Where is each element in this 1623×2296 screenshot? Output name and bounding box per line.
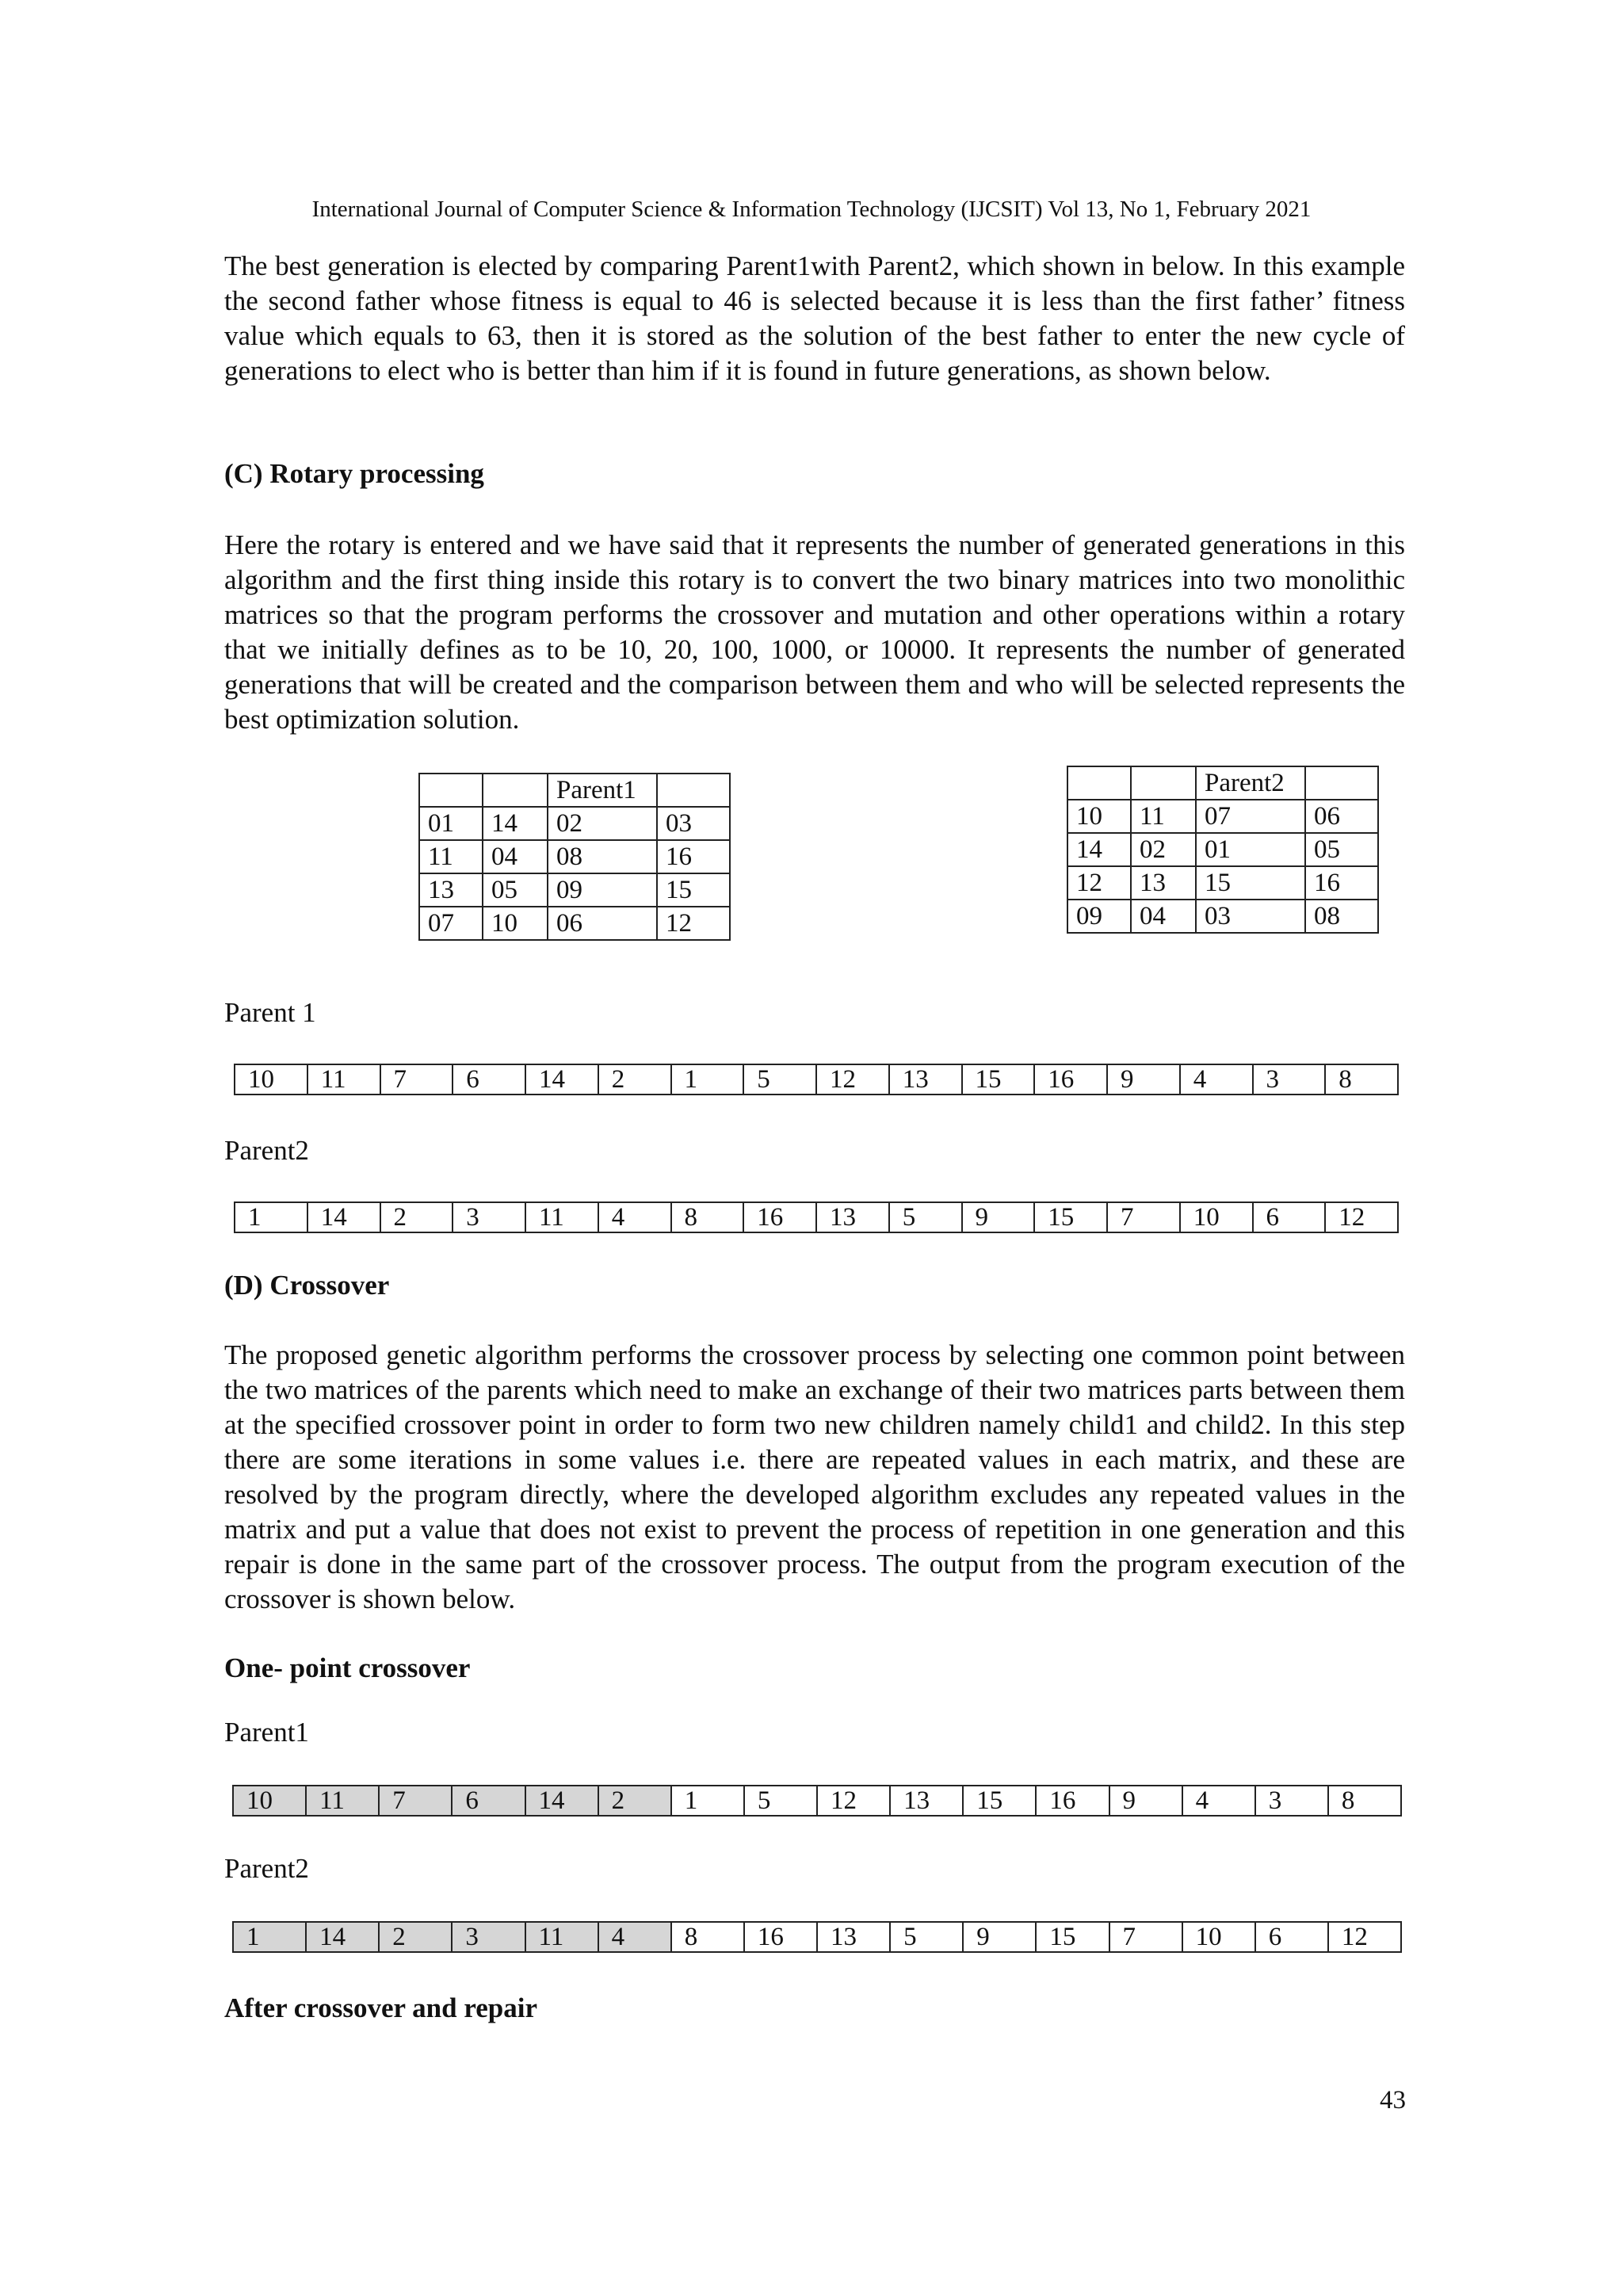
- matrix-cell: 08: [548, 840, 657, 873]
- vector-cell: 7: [1107, 1202, 1180, 1232]
- vector-cell: 13: [816, 1202, 889, 1232]
- vector-cell: 1: [671, 1064, 744, 1095]
- matrix-header-row: [1067, 766, 1378, 800]
- vector-cell: 9: [962, 1202, 1035, 1232]
- matrix-title: Parent1: [548, 774, 657, 807]
- vector-cell: 2: [380, 1202, 453, 1232]
- vector-cell: 5: [889, 1202, 962, 1232]
- vector-cell: 1: [235, 1202, 307, 1232]
- vector-cell: 2: [598, 1786, 671, 1816]
- matrix-cell: [657, 774, 730, 807]
- matrix-cell: 06: [548, 907, 657, 940]
- vector-row: [233, 1922, 1401, 1952]
- vector-cell: 11: [307, 1064, 380, 1095]
- matrix-row: [1067, 800, 1378, 833]
- matrix-cell: 12: [657, 907, 730, 940]
- vector-cell: 6: [1253, 1202, 1326, 1232]
- matrix-cell: 09: [548, 873, 657, 907]
- vector-cell: 11: [306, 1786, 379, 1816]
- vector-cell: 7: [379, 1786, 452, 1816]
- vector-cell: 15: [1034, 1202, 1107, 1232]
- matrix-row: [1067, 833, 1378, 866]
- vector-cell: 14: [306, 1922, 379, 1952]
- matrix-cell: 16: [1305, 866, 1378, 900]
- matrix-cell: 15: [1196, 866, 1305, 900]
- matrix-header-row: [419, 774, 730, 807]
- one-point-heading: One- point crossover: [224, 1652, 471, 1683]
- vector-cell: 16: [743, 1202, 816, 1232]
- vector-cell: 15: [1036, 1922, 1109, 1952]
- matrix-cell: 14: [483, 807, 548, 840]
- vector-parent1: [234, 1064, 1399, 1095]
- matrix-cell: 15: [657, 873, 730, 907]
- vector-cell: 10: [235, 1064, 307, 1095]
- matrix-row: [419, 807, 730, 840]
- matrix-cell: 10: [483, 907, 548, 940]
- matrix-row: [419, 840, 730, 873]
- parent1-matrix: [418, 773, 731, 941]
- vector-cell: 12: [1328, 1922, 1401, 1952]
- vector-cell: 4: [1182, 1786, 1255, 1816]
- matrix-row: [419, 907, 730, 940]
- vector-parent2-label: Parent2: [224, 1135, 309, 1166]
- vector-cell: 7: [1109, 1922, 1182, 1952]
- vector-cell: 5: [743, 1064, 816, 1095]
- matrix-cell: 02: [548, 807, 657, 840]
- matrix-row: [1067, 900, 1378, 933]
- after-crossover-heading: After crossover and repair: [224, 1992, 537, 2023]
- vector-row: [235, 1064, 1398, 1095]
- vector-cell: 15: [963, 1786, 1036, 1816]
- vector-cell: 5: [744, 1786, 817, 1816]
- vector-parent2: [234, 1201, 1399, 1233]
- vector-cell: 11: [525, 1922, 598, 1952]
- vector-row: [233, 1786, 1401, 1816]
- matrix-cell: 10: [1067, 800, 1131, 833]
- matrix-cell: [1131, 766, 1196, 800]
- vector-cell: 3: [1253, 1064, 1326, 1095]
- vector-cell: 5: [890, 1922, 963, 1952]
- one-point-parent1-label: Parent1: [224, 1717, 309, 1748]
- vector-cell: 2: [379, 1922, 452, 1952]
- vector-cell: 13: [890, 1786, 963, 1816]
- matrix-cell: 13: [1131, 866, 1196, 900]
- vector-cell: 8: [671, 1202, 744, 1232]
- vector-cell: 3: [453, 1202, 525, 1232]
- vector-cell: 16: [1034, 1064, 1107, 1095]
- matrix-cell: 01: [1196, 833, 1305, 866]
- matrix-cell: 16: [657, 840, 730, 873]
- vector-cell: 11: [525, 1202, 598, 1232]
- matrix-cell: 05: [1305, 833, 1378, 866]
- matrix-cell: 01: [419, 807, 483, 840]
- page-number: 43: [1380, 2086, 1406, 2115]
- intro-paragraph: The best generation is elected by comparing Parent1with Parent2, which shown in below. In this example the second father whose fitness is equal to 46 is selected because it is less than the first father’ fitness value which equals to 63, then it is stored as the solution of the best father to enter the new cycle of generations to elect who is better than him if it is found in future generations, as shown below.: [224, 250, 1405, 386]
- matrix-row: [419, 873, 730, 907]
- vector-cell: 12: [1325, 1202, 1398, 1232]
- vector-cell: 8: [671, 1922, 744, 1952]
- vector-cell: 9: [1107, 1064, 1180, 1095]
- matrix-cell: 07: [1196, 800, 1305, 833]
- section-c-paragraph: Here the rotary is entered and we have said that it represents the number of generated generations in this algorithm and the first thing inside this rotary is to convert the two binary matrices into two monolithic matrices so that the program performs the crossover and mutation and other operations within a rotary that we initially defines as to be 10, 20, 100, 1000, or 10000. It represents the number of generated generations that will be created and the comparison between them and who will be selected represents the best optimization solution.: [224, 529, 1405, 735]
- matrix-cell: 06: [1305, 800, 1378, 833]
- vector-cell: 1: [233, 1922, 306, 1952]
- vector-cell: 7: [380, 1064, 453, 1095]
- matrix-cell: 04: [1131, 900, 1196, 933]
- vector-cell: 8: [1328, 1786, 1401, 1816]
- matrix-cell: 08: [1305, 900, 1378, 933]
- matrix-title: Parent2: [1196, 766, 1305, 800]
- vector-cell: 6: [453, 1064, 525, 1095]
- matrix-cell: 02: [1131, 833, 1196, 866]
- matrix-cell: 03: [657, 807, 730, 840]
- vector-cell: 3: [1255, 1786, 1328, 1816]
- vector-cell: 9: [1109, 1786, 1182, 1816]
- vector-cell: 4: [598, 1922, 671, 1952]
- matrix-cell: [483, 774, 548, 807]
- matrix-cell: 05: [483, 873, 548, 907]
- vector-cell: 12: [817, 1786, 890, 1816]
- matrix-cell: 12: [1067, 866, 1131, 900]
- vector-cell: 14: [525, 1064, 598, 1095]
- section-c-heading: (C) Rotary processing: [224, 458, 484, 489]
- vector-cell: 14: [525, 1786, 598, 1816]
- matrix-cell: [419, 774, 483, 807]
- matrix-cell: 04: [483, 840, 548, 873]
- vector-cell: 14: [307, 1202, 380, 1232]
- section-d-paragraph: The proposed genetic algorithm performs the crossover process by selecting one common point between the two matrices of the parents which need to make an exchange of their two matrices parts between them at the specified crossover point in order to form two new children namely child1 and child2. In this step there are some iterations in some values i.e. there are repeated values in each matrix, and these are resolved by the program directly, where the developed algorithm excludes any repeated values in the matrix and put a value that does not exist to prevent the process of repetition in one generation and this repair is done in the same part of the crossover process. The output from the program execution of the crossover is shown below.: [224, 1339, 1405, 1614]
- vector-cell: 6: [1255, 1922, 1328, 1952]
- vector-cell: 10: [233, 1786, 306, 1816]
- matrix-cell: [1305, 766, 1378, 800]
- vector-cell: 9: [963, 1922, 1036, 1952]
- vector-cell: 1: [671, 1786, 744, 1816]
- matrix-cell: [1067, 766, 1131, 800]
- vector-cell: 6: [452, 1786, 525, 1816]
- one-point-parent2: [232, 1921, 1402, 1953]
- matrix-cell: 03: [1196, 900, 1305, 933]
- vector-cell: 13: [817, 1922, 890, 1952]
- matrix-row: [1067, 866, 1378, 900]
- matrix-cell: 11: [419, 840, 483, 873]
- vector-cell: 10: [1180, 1202, 1253, 1232]
- parent2-matrix: [1067, 766, 1379, 934]
- vector-cell: 13: [889, 1064, 962, 1095]
- vector-cell: 4: [598, 1202, 671, 1232]
- one-point-parent1: [232, 1785, 1402, 1817]
- vector-cell: 16: [1036, 1786, 1109, 1816]
- matrix-cell: 07: [419, 907, 483, 940]
- vector-cell: 10: [1182, 1922, 1255, 1952]
- vector-cell: 15: [962, 1064, 1035, 1095]
- vector-row: [235, 1202, 1398, 1232]
- vector-cell: 12: [816, 1064, 889, 1095]
- section-d-heading: (D) Crossover: [224, 1270, 390, 1301]
- matrix-cell: 13: [419, 873, 483, 907]
- vector-cell: 16: [744, 1922, 817, 1952]
- vector-cell: 2: [598, 1064, 671, 1095]
- vector-parent1-label: Parent 1: [224, 997, 316, 1028]
- vector-cell: 3: [452, 1922, 525, 1952]
- one-point-parent2-label: Parent2: [224, 1853, 309, 1884]
- matrix-cell: 11: [1131, 800, 1196, 833]
- journal-header: International Journal of Computer Science & Information Technology (IJCSIT) Vol 13, No 1, February 2021: [311, 197, 1312, 222]
- vector-cell: 4: [1180, 1064, 1253, 1095]
- matrix-cell: 09: [1067, 900, 1131, 933]
- matrix-cell: 14: [1067, 833, 1131, 866]
- vector-cell: 8: [1325, 1064, 1398, 1095]
